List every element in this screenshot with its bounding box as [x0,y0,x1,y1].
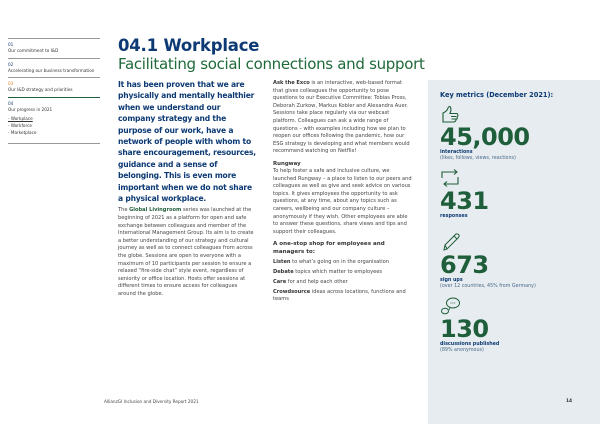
rungway-heading: Rungway [273,160,301,167]
global-livingroom-term: Global Livingroom [129,207,182,214]
text: The [118,207,130,214]
nav-subitem-workplace[interactable]: - Workplace [8,116,33,122]
key-metrics-title: Key metrics (December 2021): [440,91,554,99]
rungway-paragraph: To help foster a safe and inclusive culture, we launched Rungway – a place to listen to our peers and colleagues as well as give and seek advice on various topics. It gives employees the opportunity to ask questions, at any time, about any topics such as careers, wellbeing and our company culture – anonymously if they wish. Other employees are able to answer these questions, share views and tips and support their colleagues. [273,167,412,235]
ask-the-exco-paragraph [273,80,413,156]
nav-subitem-workforce[interactable]: - Workforce [8,123,32,129]
text: is an interactive, web-based format that gives colleagues the opportunity to pose questions to our Executive Committee: Tobias Pross, Deborah Zurkow, Markus Kobler and Alexandra Auer. Sessions take place regularly via our webcast platform. Colleagues can ask a wide range of questions – with examples including how we plan to reopen our offices following the pandemic, how our ESG strategy is developing and what members would recommend watching on Netflix! [273,80,410,155]
metric-value: 673 [440,251,489,279]
lead-paragraph: It has been proven that we are physically and mentally healthier when we understand our company strategy and the purpose of our work, have a network of people with whom to share encouragement, resources, guidance and a sense of belonging. This is even more important when we do not share a physical workplace. [118,80,256,204]
list-item [273,289,413,304]
nav-section-number: 02 [8,61,14,67]
nav-section-number: 01 [8,42,14,47]
item-text: ideas across locations, functions and teams [273,288,406,302]
nav-section-number: 03 [8,81,14,87]
metric-label: discussions published [440,342,500,347]
nav-section-04[interactable] [8,97,100,141]
metric-note: (over 12 countries, 45% from Germany) [440,284,536,289]
item-text: topics which matter to employees [293,268,383,275]
list-item [273,269,413,276]
nav-section-label: Our I&D strategy and priorities [8,87,73,93]
metric-value: 130 [440,315,489,343]
list-item [273,259,413,266]
page-title: 04.1 Workplace [118,36,260,55]
key-metrics-panel [428,80,600,424]
nav-section-number: 04 [8,100,14,106]
metric-label: sign ups [440,278,463,283]
one-stop-shop-heading: A one-stop shop for employees and managers to: [273,241,385,256]
section-navigation [8,38,100,144]
nav-section-label: Our commitment to I&D [8,48,59,53]
list-item [273,279,413,286]
text-column-left [118,79,256,299]
text-column-middle [273,80,413,303]
pen-icon [440,232,462,252]
metric-responses [440,168,588,226]
nav-section-02[interactable] [8,58,100,78]
page-subtitle: Facilitating social connections and support [118,55,425,73]
nav-section-01[interactable] [8,38,100,58]
text: series was launched at the beginning of 2021 as a platform for open and safe exchange between colleagues and member of the International Management Group. Its aim is to create a better understanding of our strategy and cultural journey as well as to connect colleagues from across the globe. Sessions are open to everyone with a maximum of 10 participants per session to ensure a relaxed “fire-side chat” style event, regardless of seniority or office location. Hosts offer sessions at different times to ensure access for colleagues around the globe. [118,207,254,297]
item-text: for and help each other [286,278,348,285]
item-term: Debate [273,268,294,275]
ask-the-exco-term: Ask the Exco [273,80,310,86]
metric-interactions [440,104,588,162]
repeat-icon [440,168,462,188]
footer-report-title: AllianzGI Inclusion and Diversity Report 2021 [104,399,199,404]
global-livingroom-paragraph [118,207,256,298]
metric-discussions [440,296,588,354]
metric-note: (89% anonymous) [440,348,484,353]
chat-bubbles-icon [440,296,462,316]
nav-subitem-marketplace[interactable]: - Marketplace [8,130,37,136]
metric-label: interactions [440,150,473,155]
page-number: 14 [566,399,573,404]
item-term: Listen [273,258,291,265]
item-term: Crowdsource [273,288,311,295]
nav-section-label: Our progress in 2021 [8,106,53,112]
nav-divider [8,143,100,144]
metric-value: 431 [440,187,489,215]
metric-note: (likes, follows, views, reactions) [440,156,516,161]
nav-section-label: Accelerating our business transformation [8,67,95,73]
metric-value: 45,000 [440,123,530,151]
nav-section-03[interactable] [8,77,100,97]
item-term: Care [273,278,287,285]
metric-label: responses [440,214,468,219]
metric-sign-ups [440,232,588,290]
thumbs-up-icon [440,104,462,124]
metric-note [440,220,588,226]
item-text: to what’s going on in the organisation [290,258,390,265]
